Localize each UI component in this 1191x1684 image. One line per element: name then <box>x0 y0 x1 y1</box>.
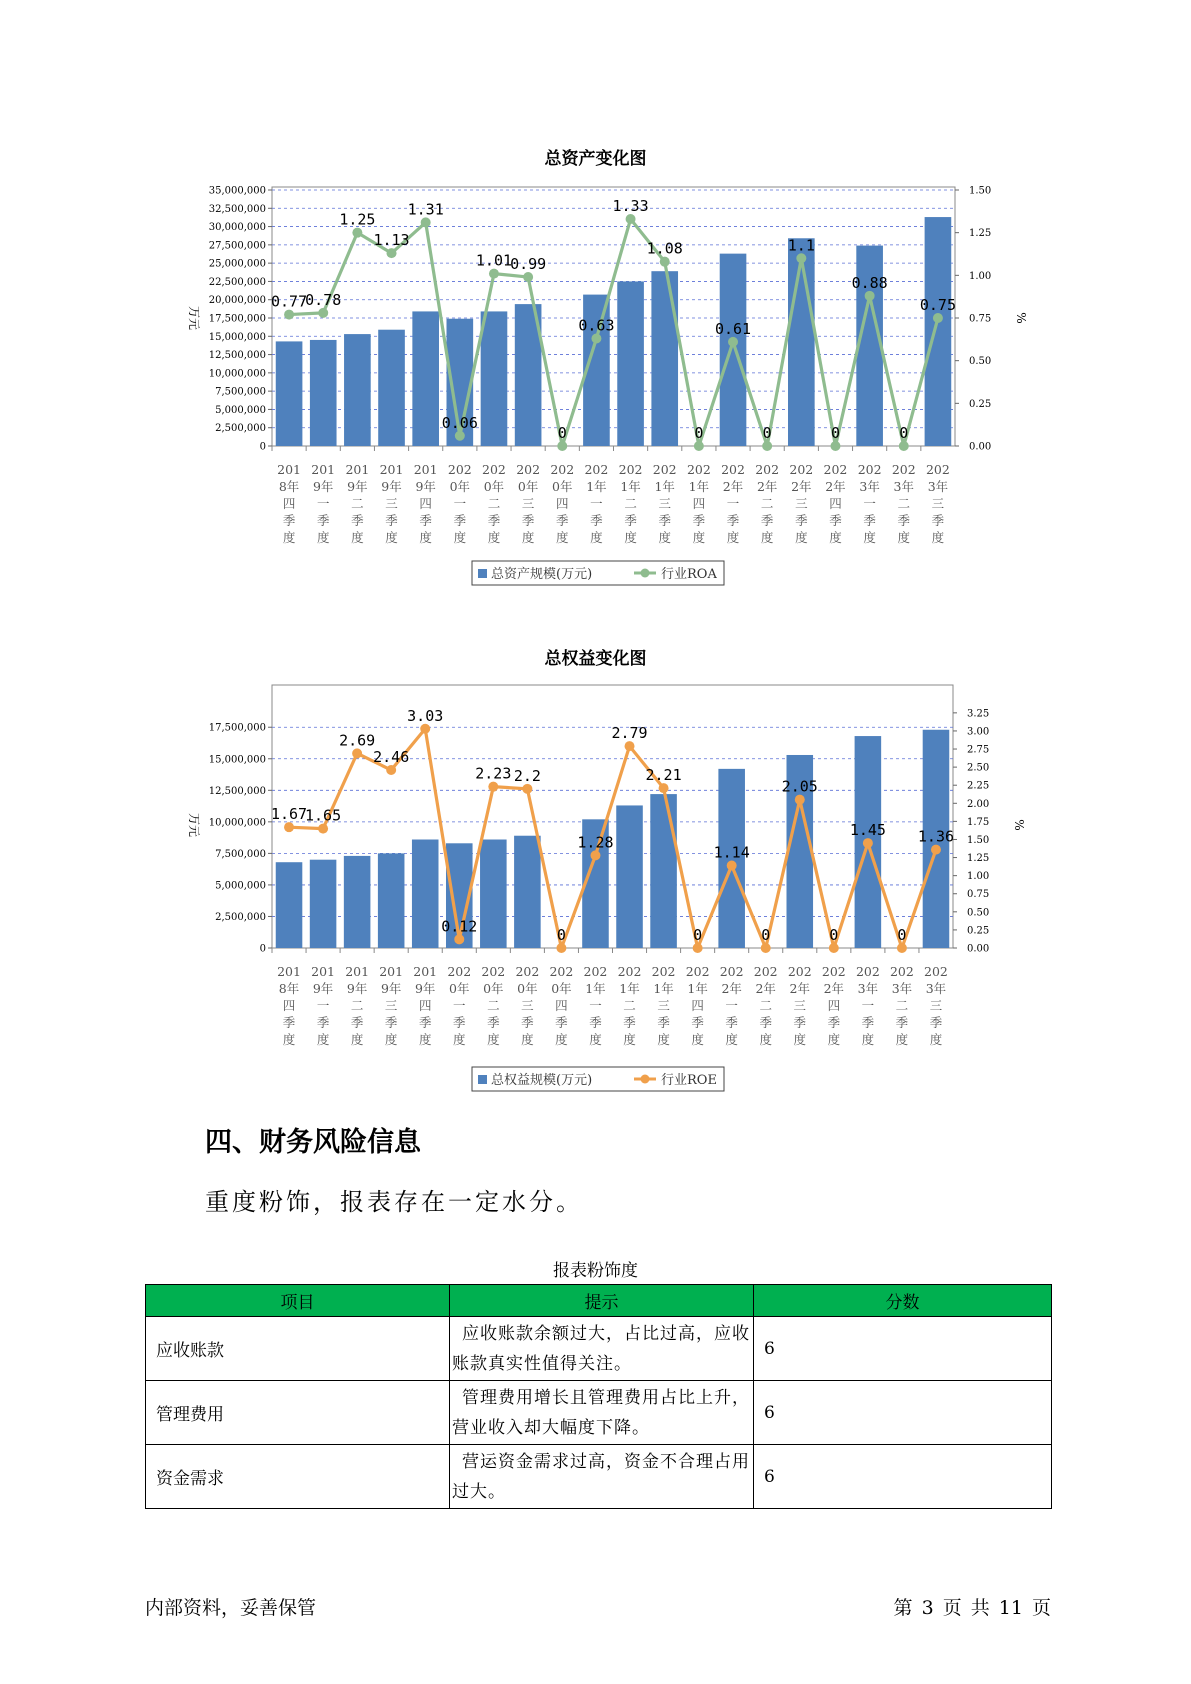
bar <box>617 281 644 446</box>
data-label: 0 <box>557 424 567 442</box>
data-label: 0 <box>829 926 839 944</box>
y-tick-label: 25,000,000 <box>208 258 266 270</box>
data-label: 1.36 <box>917 827 955 846</box>
y-tick-label: 17,500,000 <box>208 722 266 734</box>
y-tick-label: 12,500,000 <box>208 785 266 797</box>
table-header-row <box>146 1285 1052 1317</box>
data-label: 0 <box>556 926 566 944</box>
line-point <box>556 943 566 953</box>
table-row <box>146 1381 1052 1445</box>
cell-hint: 应收账款余额过大，占比过高，应收账款真实性值得关注。 <box>450 1317 754 1381</box>
data-label: 0.06 <box>441 413 478 432</box>
line-point <box>796 253 806 263</box>
x-tick-label: 202 0年三季度 <box>516 462 541 545</box>
bar <box>344 856 371 948</box>
page-number: 第 3 页 共 11 页 <box>893 1597 1051 1619</box>
x-tick-label: 201 8年四季度 <box>277 462 302 545</box>
data-label: 0 <box>899 424 909 442</box>
x-tick-label: 201 9年一季度 <box>311 462 336 545</box>
x-tick-label: 202 1年一季度 <box>584 462 609 545</box>
x-tick-label: 202 2年四季度 <box>823 462 848 545</box>
y2-tick-label: 2.75 <box>967 744 990 756</box>
data-label: 1.08 <box>646 239 683 258</box>
line-point <box>694 441 704 451</box>
bar <box>650 794 677 948</box>
cell-score: 6 <box>754 1381 1052 1445</box>
data-label: 0.61 <box>714 319 752 338</box>
x-tick-label: 201 9年一季度 <box>311 964 336 1047</box>
y2-tick-label: 0.00 <box>969 441 992 453</box>
line-point <box>318 308 328 318</box>
x-tick-label: 201 9年二季度 <box>345 964 370 1047</box>
y2-tick-label: 0.50 <box>969 356 992 368</box>
legend-swatch-dot <box>641 569 650 578</box>
line-point <box>727 861 737 871</box>
y2-tick-label: 1.50 <box>967 834 990 846</box>
header-item: 项目 <box>146 1285 450 1317</box>
line-point <box>318 824 328 834</box>
bar <box>651 271 678 446</box>
x-tick-label: 202 0年一季度 <box>447 964 472 1047</box>
y2-tick-label: 0.00 <box>967 943 990 955</box>
x-tick-label: 202 1年二季度 <box>617 964 642 1047</box>
data-label: 0.63 <box>578 316 615 335</box>
x-tick-label: 202 2年二季度 <box>755 462 780 545</box>
y-tick-label: 2,500,000 <box>215 423 266 435</box>
data-label: 0 <box>693 926 703 944</box>
x-tick-label: 201 8年四季度 <box>277 964 301 1047</box>
bar <box>925 217 952 446</box>
x-tick-label: 202 2年一季度 <box>721 462 745 545</box>
x-tick-label: 202 3年二季度 <box>889 964 914 1047</box>
line-point <box>829 943 839 953</box>
line-point <box>488 782 498 792</box>
bar <box>378 853 405 948</box>
cell-score: 6 <box>754 1317 1052 1381</box>
x-tick-label: 202 0年二季度 <box>481 964 506 1047</box>
table-row <box>146 1317 1052 1381</box>
bar <box>788 238 815 446</box>
y2-tick-label: 2.00 <box>967 798 990 810</box>
legend-swatch-bar <box>478 1075 487 1084</box>
legend-swatch-dot <box>641 1075 650 1084</box>
y2-tick-label: 1.25 <box>969 228 992 240</box>
data-label: 1.25 <box>339 210 376 229</box>
bar <box>310 340 337 446</box>
legend-label: 行业ROA <box>661 567 717 582</box>
cell-hint: 管理费用增长且管理费用占比上升，营业收入却大幅度下降。 <box>450 1381 754 1445</box>
legend-label: 总权益规模(万元) <box>491 1073 593 1088</box>
line-point <box>352 748 362 758</box>
header-hint: 提示 <box>450 1285 754 1317</box>
y-tick-label: 27,500,000 <box>208 240 266 252</box>
y-tick-label: 7,500,000 <box>215 386 266 398</box>
data-label: 2.2 <box>513 766 541 785</box>
assets-chart-title: 总资产变化图 <box>544 149 647 169</box>
section-body: 重度粉饰，报表存在一定水分。 <box>205 1188 583 1216</box>
y2-tick-label: 0.25 <box>969 398 992 410</box>
data-label: 3.03 <box>407 706 444 725</box>
data-label: 2.05 <box>781 777 818 796</box>
line-point <box>284 822 294 832</box>
data-label: 1.13 <box>373 231 410 250</box>
y-tick-label: 0 <box>259 441 266 453</box>
line-point <box>523 272 533 282</box>
line-point <box>454 934 464 944</box>
line-point <box>660 257 670 267</box>
y-tick-label: 17,500,000 <box>208 313 266 325</box>
cell-item: 应收账款 <box>146 1317 450 1381</box>
data-label: 1.01 <box>475 251 513 270</box>
line-point <box>761 943 771 953</box>
bar <box>514 836 541 948</box>
x-tick-label: 202 3年二季度 <box>891 462 916 545</box>
bar <box>412 311 439 446</box>
cell-hint: 营运资金需求过高，资金不合理占用过大。 <box>450 1445 754 1509</box>
line-point <box>933 313 943 323</box>
table-row <box>146 1445 1052 1509</box>
y-tick-label: 30,000,000 <box>208 222 266 234</box>
line-point <box>352 228 362 238</box>
x-tick-label: 202 0年四季度 <box>549 964 574 1047</box>
line-point <box>522 784 532 794</box>
cell-score: 6 <box>754 1445 1052 1509</box>
data-label: 0 <box>830 424 840 442</box>
line-point <box>591 333 601 343</box>
x-tick-label: 201 9年二季度 <box>345 462 370 545</box>
data-label: 1.14 <box>713 843 750 862</box>
y2-tick-label: 1.00 <box>967 871 990 883</box>
header-score: 分数 <box>754 1285 1052 1317</box>
y-tick-label: 7,500,000 <box>215 848 266 860</box>
x-tick-label: 202 1年四季度 <box>685 964 710 1047</box>
legend-label: 行业ROE <box>661 1073 717 1088</box>
legend-swatch-bar <box>478 569 487 578</box>
y-tick-label: 5,000,000 <box>215 404 266 416</box>
x-tick-label: 202 0年一季度 <box>447 462 472 545</box>
data-label: 2.23 <box>475 764 512 783</box>
y2-axis-title: % <box>1014 312 1028 324</box>
x-tick-label: 202 1年四季度 <box>686 462 711 545</box>
x-tick-label: 202 2年三季度 <box>789 462 814 545</box>
y2-axis-title: % <box>1012 819 1026 831</box>
y-tick-label: 5,000,000 <box>215 880 266 892</box>
y-tick-label: 35,000,000 <box>208 185 266 197</box>
bar <box>481 311 508 446</box>
y2-tick-label: 3.00 <box>967 726 990 738</box>
x-tick-label: 202 3年一季度 <box>857 462 882 545</box>
legend <box>472 561 724 585</box>
y2-tick-label: 0.75 <box>967 889 990 901</box>
y2-tick-label: 1.25 <box>967 853 990 865</box>
line-point <box>863 838 873 848</box>
section-heading: 四、财务风险信息 <box>205 1127 421 1158</box>
line-point <box>590 850 600 860</box>
data-label: 0.99 <box>510 255 547 274</box>
assets-chart <box>0 170 1191 620</box>
y-tick-label: 15,000,000 <box>208 331 266 343</box>
y2-tick-label: 2.25 <box>967 780 990 792</box>
data-label: 0.88 <box>851 273 888 292</box>
y2-tick-label: 0.25 <box>967 925 990 937</box>
y2-tick-label: 0.50 <box>967 907 990 919</box>
x-tick-label: 202 0年四季度 <box>550 462 575 545</box>
y-tick-label: 20,000,000 <box>208 295 266 307</box>
bar <box>378 330 405 446</box>
data-label: 0.12 <box>441 917 478 936</box>
data-label: 1.33 <box>612 197 649 216</box>
line-point <box>625 741 635 751</box>
line-point <box>387 248 397 258</box>
line-point <box>931 845 941 855</box>
line-point <box>795 795 805 805</box>
line-point <box>386 765 396 775</box>
data-label: 2.21 <box>645 766 682 785</box>
y2-tick-label: 0.75 <box>969 313 992 325</box>
footer-note: 内部资料，妥善保管 <box>145 1597 317 1619</box>
line-point <box>420 724 430 734</box>
y-tick-label: 2,500,000 <box>215 911 266 923</box>
y-tick-label: 22,500,000 <box>208 276 266 288</box>
x-tick-label: 202 2年二季度 <box>753 964 778 1047</box>
line-point <box>897 943 907 953</box>
y-axis-title: 万元 <box>187 305 201 331</box>
y-tick-label: 15,000,000 <box>208 754 266 766</box>
data-label: 0.78 <box>305 290 342 309</box>
x-tick-label: 202 2年四季度 <box>821 964 846 1047</box>
y-tick-label: 10,000,000 <box>208 368 266 380</box>
legend <box>472 1067 724 1091</box>
data-label: 0 <box>762 424 772 442</box>
line-point <box>421 217 431 227</box>
x-tick-label: 202 3年一季度 <box>855 964 880 1047</box>
equity-chart-title: 总权益变化图 <box>544 649 647 669</box>
risk-table <box>145 1284 1052 1509</box>
bar <box>720 254 747 446</box>
x-tick-label: 202 0年三季度 <box>515 964 540 1047</box>
y2-tick-label: 1.00 <box>969 270 992 282</box>
table-caption: 报表粉饰度 <box>553 1261 638 1281</box>
line-point <box>455 431 465 441</box>
data-label: 1.67 <box>270 805 308 824</box>
line-point <box>830 441 840 451</box>
y-tick-label: 12,500,000 <box>208 350 266 362</box>
x-tick-label: 202 1年一季度 <box>583 964 608 1047</box>
line-point <box>626 214 636 224</box>
data-label: 0 <box>761 926 771 944</box>
bar <box>616 805 643 948</box>
line-point <box>762 441 772 451</box>
data-label: 0.77 <box>271 292 308 311</box>
x-tick-label: 202 1年二季度 <box>618 462 643 545</box>
line-point <box>284 310 294 320</box>
data-label: 2.69 <box>339 731 376 750</box>
bar <box>480 840 507 948</box>
cell-item: 管理费用 <box>146 1381 450 1445</box>
equity-chart <box>0 680 1191 1100</box>
data-label: 1.28 <box>577 833 614 852</box>
data-label: 2.46 <box>373 748 410 767</box>
y-tick-label: 0 <box>259 943 266 955</box>
x-tick-label: 202 0年二季度 <box>482 462 506 545</box>
x-tick-label: 202 3年三季度 <box>925 462 950 545</box>
y-axis-title: 万元 <box>187 812 201 838</box>
line-point <box>865 291 875 301</box>
bar <box>310 860 337 948</box>
legend-label: 总资产规模(万元) <box>491 567 593 582</box>
line-point <box>728 337 738 347</box>
bar <box>412 840 439 948</box>
line-point <box>659 783 669 793</box>
data-label: 1.1 <box>787 236 815 255</box>
x-tick-label: 202 2年三季度 <box>787 964 812 1047</box>
y-tick-label: 10,000,000 <box>208 817 266 829</box>
data-label: 0.75 <box>919 296 956 314</box>
x-tick-label: 202 1年三季度 <box>652 462 677 545</box>
x-tick-label: 201 9年四季度 <box>413 462 438 545</box>
data-label: 0 <box>694 424 704 442</box>
line-point <box>489 269 499 279</box>
data-label: 2.79 <box>611 724 648 743</box>
y2-tick-label: 3.25 <box>967 708 990 720</box>
x-tick-label: 202 1年三季度 <box>651 964 676 1047</box>
y2-tick-label: 2.50 <box>967 762 990 774</box>
x-tick-label: 201 9年三季度 <box>379 964 404 1047</box>
bar <box>344 334 371 446</box>
x-tick-label: 201 9年三季度 <box>379 462 404 545</box>
data-label: 1.31 <box>407 200 444 219</box>
data-label: 1.65 <box>305 806 342 825</box>
x-tick-label: 202 3年三季度 <box>924 964 948 1047</box>
data-label: 1.45 <box>849 821 886 840</box>
y2-tick-label: 1.50 <box>969 185 992 197</box>
cell-item: 资金需求 <box>146 1445 450 1509</box>
bar <box>276 862 303 948</box>
x-tick-label: 201 9年四季度 <box>413 964 438 1047</box>
x-tick-label: 202 2年一季度 <box>719 964 744 1047</box>
line-point <box>899 441 909 451</box>
data-label: 0 <box>897 926 907 944</box>
line-point <box>693 943 703 953</box>
y2-tick-label: 1.75 <box>967 816 990 828</box>
bar <box>276 341 303 446</box>
line-point <box>557 441 567 451</box>
y-tick-label: 32,500,000 <box>208 203 266 215</box>
